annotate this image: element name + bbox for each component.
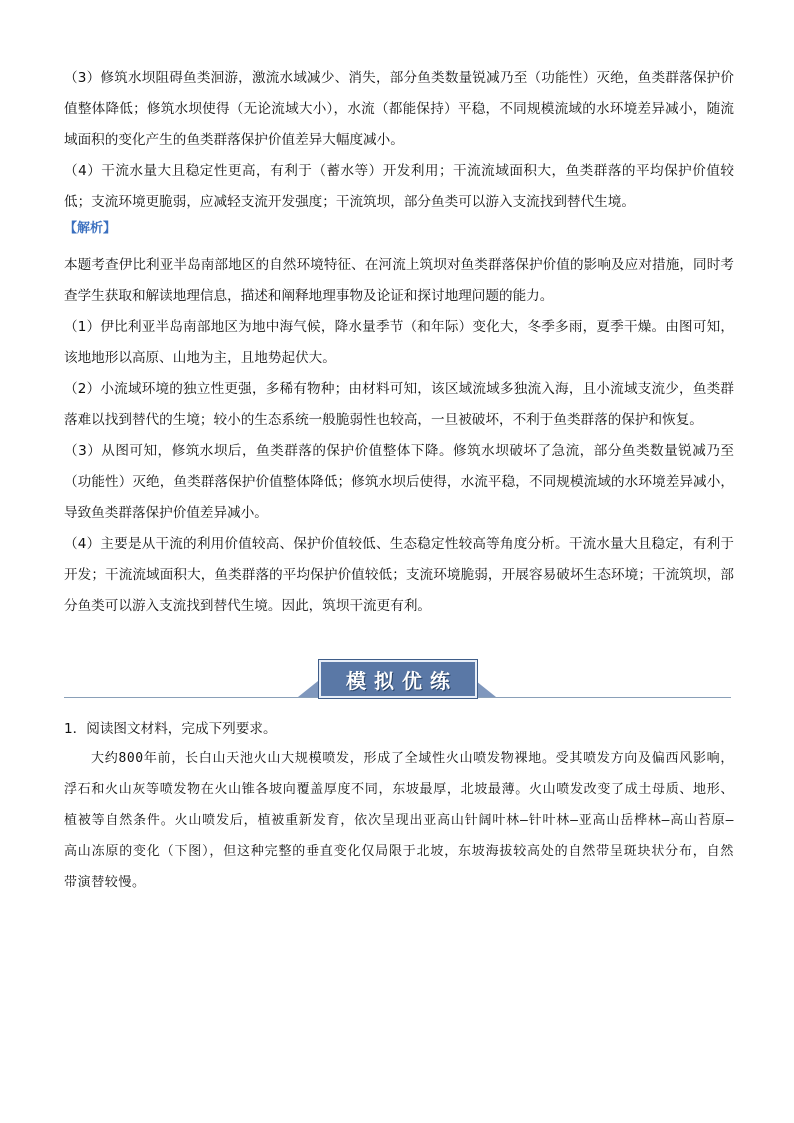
question-material: 大约800年前，长白山天池火山大规模喷发，形成了全域性火山喷发物裸地。受其喷发方向及偏西风影响，浮石和火山灰等喷发物在火山锥各坡向覆盖厚度不同，东坡最厚，北坡最薄。火山喷发改变了成土母质、地形、植被等自然条件。火山喷发后，植被重新发育，依次呈现出亚高山针阔叶林—针叶林—亚高山岳桦林—高山苔原—高山冻原的变化（下图），但这种完整的垂直变化仅局限于北坡，东坡海拔较高处的自然带呈斑块状分布，自然带演替较慢。 — [64, 751, 734, 890]
analysis-part-4: （4）主要是从干流的利用价值较高、保护价值较低、生态稳定性较高等角度分析。干流水量大且稳定，有利于开发；干流流域面积大，鱼类群落的平均保护价值较低；支流环境脆弱，开展容易破坏生态环境；干流筑坝，部分鱼类可以游入支流找到替代生境。因此，筑坝干流更有利。 — [64, 536, 734, 614]
analysis-tag: 【解析】 — [64, 221, 117, 236]
analysis-part-1: （1）伊比利亚半岛南部地区为地中海气候，降水量季节（和年际）变化大，冬季多雨，夏季干燥。由图可知，该地地形以高原、山地为主，且地势起伏大。 — [64, 319, 734, 366]
banner-right-ribbon — [476, 681, 496, 697]
banner-box — [318, 659, 478, 699]
analysis-part-2: （2）小流域环境的独立性更强，多稀有物种；由材料可知，该区域流域多独流入海，且小流域支流少，鱼类群落难以找到替代的生境；较小的生态系统一般脆弱性也较高，一旦被破坏，不利于鱼类群落的保护和恢复。 — [64, 381, 734, 428]
section-title: 模拟优练 — [346, 668, 458, 693]
section-banner — [298, 655, 498, 701]
analysis-part-3: （3）从图可知，修筑水坝后，鱼类群落的保护价值整体下降。修筑水坝破坏了急流，部分鱼类数量锐减乃至（功能性）灭绝，鱼类群落保护价值整体降低；修筑水坝后使得，水流平稳，不同规模流域的水环境差异减小，导致鱼类群落保护价值差异减小。 — [64, 443, 734, 521]
answer-4: （4）干流水量大且稳定性更高，有利于（蓄水等）开发利用；干流流域面积大，鱼类群落的平均保护价值较低；支流环境更脆弱，应减轻支流开发强度；干流筑坝，部分鱼类可以游入支流找到替代生境。 — [64, 163, 734, 210]
banner-left-ribbon — [298, 681, 318, 697]
answer-3: （3）修筑水坝阻碍鱼类洄游，激流水域减少、消失，部分鱼类数量锐减乃至（功能性）灭绝，鱼类群落保护价值整体降低；修筑水坝使得（无论流域大小），水流（都能保持）平稳，不同规模流域的水环境差异减小，随流域面积的变化产生的鱼类群落保护价值差异大幅度减小。 — [64, 70, 734, 148]
question-prompt: 1．阅读图文材料，完成下列要求。 — [64, 721, 277, 737]
analysis-intro: 本题考查伊比利亚半岛南部地区的自然环境特征、在河流上筑坝对鱼类群落保护价值的影响及应对措施，同时考查学生获取和解读地理信息，描述和阐释地理事物及论证和探讨地理问题的能力。 — [64, 257, 734, 304]
